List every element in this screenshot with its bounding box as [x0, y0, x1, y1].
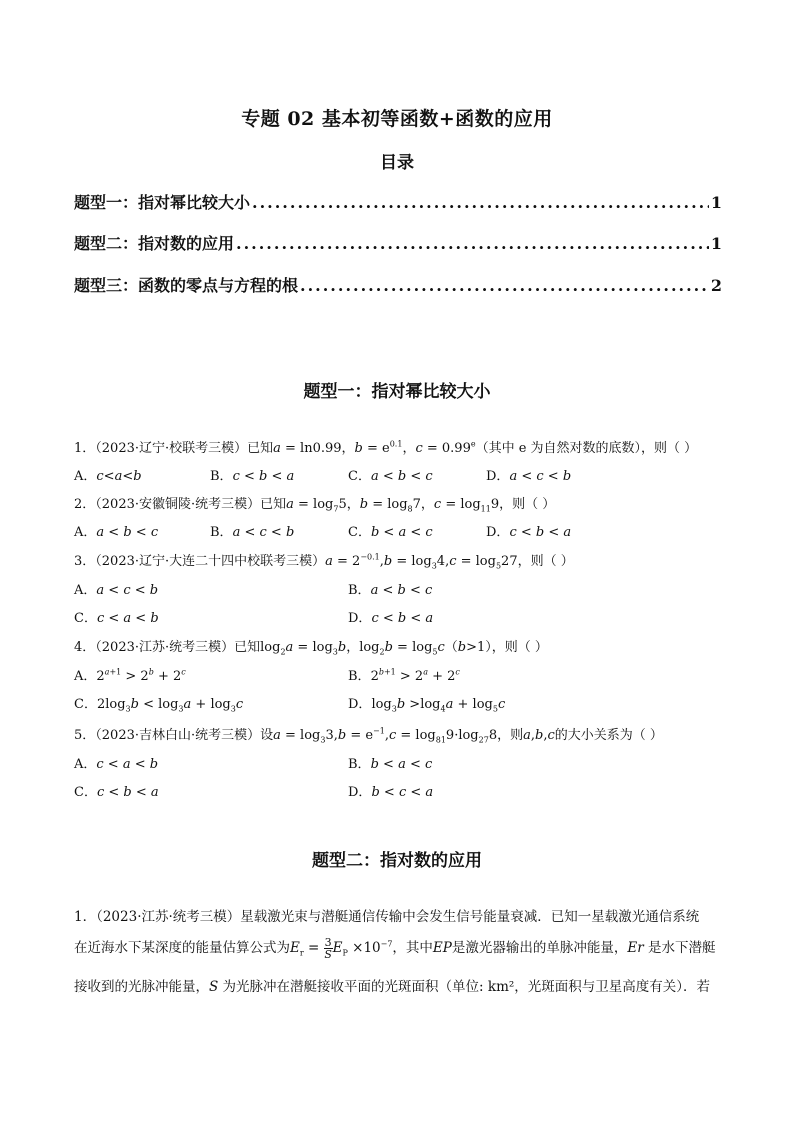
fraction: $\frac{3}{S}$	[324, 936, 332, 961]
option-b[interactable]: B．c < b < a	[210, 469, 295, 484]
question-5: 5．（2023·吉林白山·统考三模）设$a = \log_33,b = e^{-1},c = \log_{81}9\cdot\log_{27}8$，则a,b,c的大小关系为（ ）	[74, 726, 663, 745]
option-a[interactable]: A．c<a<b	[74, 469, 142, 484]
option-b[interactable]: B．a < b < c	[348, 583, 433, 598]
option-d[interactable]: D．a < c < b	[486, 469, 572, 484]
toc-leader-dots	[236, 234, 709, 253]
option-c[interactable]: C．b < a < c	[348, 525, 433, 540]
option-d[interactable]: D．b < c < a	[348, 785, 434, 800]
question-3: 3．（2023·辽宁·大连二十四中校联考三模）$a = 2^{-0.1},b = \log_34,c = \log_527$，则（ ）	[74, 552, 574, 571]
question-3-text: 3．（2023·辽宁·大连二十四中校联考三模）	[74, 554, 326, 569]
toc-item-label: 题型二：指对数的应用	[74, 234, 235, 253]
math: b	[354, 441, 363, 456]
toc-item[interactable]	[74, 273, 722, 296]
question-4-text: 4．（2023·江苏·统考三模）已知	[74, 640, 261, 655]
page-title: 专题 02 基本初等函数+函数的应用	[241, 108, 553, 130]
toc-item-page: 2	[710, 276, 722, 295]
toc-item-page: 1	[710, 234, 722, 253]
toc-leader-dots	[300, 276, 709, 295]
question-5-text: 5．（2023·吉林白山·统考三模）设	[74, 728, 274, 743]
option-c[interactable]: C．c < a < b	[74, 611, 159, 626]
option-d[interactable]: D．c < b < a	[348, 611, 434, 626]
toc-item[interactable]	[74, 190, 722, 213]
option-d[interactable]: D．$\log_3b >\log_4a + \log_5c$	[348, 697, 506, 714]
section-heading-1: 题型一：指对幂比较大小	[303, 382, 491, 402]
option-a[interactable]: A．$2^{a+1} > 2^b + 2^c$	[74, 667, 186, 684]
paragraph-line: 在近海水下某深度的能量估算公式为$E_r$ = $\frac{3}{S}$ $E_P \times 10^{-7}$，其中EP是激光器输出的单脉冲能量，Er 是水下潜艇	[74, 936, 716, 961]
question-4: 4．（2023·江苏·统考三模）已知$\log_2a = \log_3b$，$\log_2b = \log_5c(b>1)$，则（ ）	[74, 640, 548, 657]
option-c[interactable]: C．a < b < c	[348, 469, 433, 484]
toc-heading: 目录	[380, 153, 414, 173]
option-b[interactable]: B．a < c < b	[210, 525, 295, 540]
option-b[interactable]: B．$2^{b+1} > 2^a + 2^c$	[348, 667, 460, 684]
question-3-suffix: ，则（ ）	[517, 554, 574, 569]
toc-item[interactable]	[74, 231, 722, 254]
option-a[interactable]: A．a < c < b	[74, 583, 159, 598]
paragraph-line: 接收到的光脉冲能量，S 为光脉冲在潜艇接收平面的光斑面积（单位: km²，光斑面积与卫星高度有关）．若	[74, 979, 711, 995]
toc-item-label: 题型一：指对幂比较大小	[74, 193, 251, 212]
toc-leader-dots	[252, 193, 709, 212]
math: a	[273, 441, 281, 456]
question-2-suffix: ，则（ ）	[499, 497, 556, 512]
option-a[interactable]: A．c < a < b	[74, 757, 159, 772]
question-4-suffix: ，则（ ）	[491, 640, 548, 655]
question-1: 1．（2023·辽宁·校联考三模）已知a = ln0.99，$b = e^{0.1}$，c = 0.99$^e$（其中 e 为自然对数的底数），则（ ）	[74, 439, 698, 456]
toc-item-page: 1	[710, 193, 722, 212]
question-2-text: 2．（2023·安徽铜陵·统考三模）已知	[74, 497, 287, 512]
paragraph-line: 1．（2023·江苏·统考三模）星载激光束与潜艇通信传输中会发生信号能量衰减．已知一星载激光通信系统	[74, 909, 700, 925]
option-b[interactable]: B．b < a < c	[348, 757, 433, 772]
option-a[interactable]: A．a < b < c	[74, 525, 159, 540]
toc-item-label: 题型三：函数的零点与方程的根	[74, 276, 299, 295]
question-1-text: 1．（2023·辽宁·校联考三模）已知	[74, 441, 274, 456]
question-1-suffix: （其中 e 为自然对数的底数），则（ ）	[475, 441, 698, 456]
option-c[interactable]: C．$2\log_3b < \log_3a + \log_3c$	[74, 697, 244, 714]
option-c[interactable]: C．c < b < a	[74, 785, 159, 800]
section-heading-2: 题型二：指对数的应用	[312, 851, 482, 871]
option-d[interactable]: D．c < b < a	[486, 525, 572, 540]
math: c	[415, 441, 423, 456]
question-5-suffix: 的大小关系为（ ）	[554, 728, 663, 743]
question-2: 2．（2023·安徽铜陵·统考三模）已知$a = \log_75$，$b = \log_87$，$c = \log_{11}9$，则（ ）	[74, 497, 556, 514]
